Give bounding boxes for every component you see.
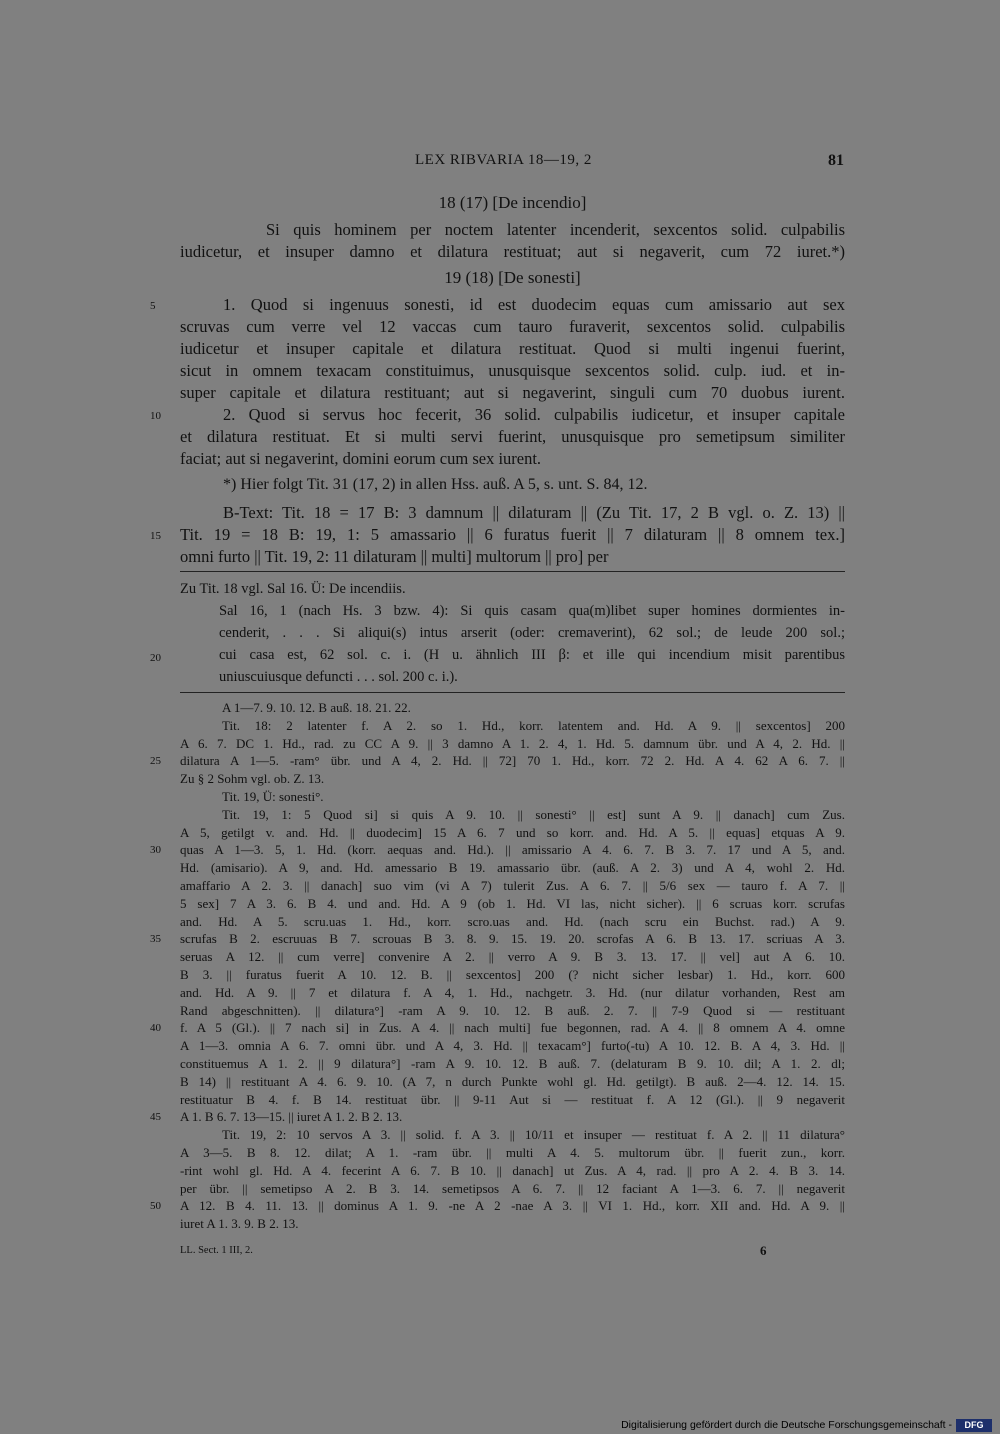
text-line: iudicetur, et insuper damno et dilatura restituat; aut si negaverit, cum 72 iuret.*): [180, 242, 845, 261]
apparatus-line: quas A 1—3. 5, 1. Hd. (korr. aequas and. Hd.). || amissario A 4. 6. 7. B 3. 7. 17 und A 5, and.: [180, 842, 845, 858]
apparatus-line: A 5, getilgt v. and. Hd. || duodecim] 15 A 6. 7 und so korr. and. Hd. A 5. || equas] etquas A 9.: [180, 824, 845, 840]
dfg-credit: [600, 1418, 1000, 1434]
apparatus-line: Tit. 19, Ü: sonesti°.: [222, 789, 324, 804]
apparatus-line: Tit. 19, 1: 5 Quod si] si quis A 9. 10. || sonesti° || est] sunt A 9. || danach] cum Zus.: [222, 806, 845, 822]
margin-line-number: 5: [150, 300, 156, 312]
text-line: 1. Quod si ingenuus sonesti, id est duodecim equas cum amissario aut sex: [223, 295, 845, 314]
section-title: 19 (18) [De sonesti]: [444, 268, 581, 287]
apparatus-line: Tit. 18: 2 latenter f. A 2. so 1. Hd., korr. latentem and. Hd. A 9. || sexcentos] 200: [222, 717, 845, 733]
apparatus-line: per übr. || semetipso A 2. B 3. 14. semetipsos A 6. 7. || 12 faciant A 1—3. 6. 7. || negaverit: [180, 1180, 845, 1196]
dfg-logo: DFG: [956, 1419, 992, 1432]
apparatus-line: A 12. B 4. 11. 13. || dominus A 1. 9. -ne A 2 -nae A 3. || VI 1. Hd., korr. XII and. Hd. A 9. ||: [180, 1198, 845, 1214]
apparatus-line: A 1—3. omnia A 6. 7. omni übr. und A 4, 3. Hd. || texacam°] furto(-tu) A 10. 12. B. A 4, 3. Hd. ||: [180, 1038, 845, 1054]
dfg-credit-text: Digitalisierung gefördert durch die Deutsche Forschungsgemeinschaft -: [621, 1419, 952, 1431]
text-line: super capitale et dilatura restituant; aut si negaverint, singuli cum 70 duobus iurent.: [180, 383, 845, 402]
apparatus-line: Hd. (amisario). A 9, and. Hd. amessario B 19. amassario übr. (auß. A 2. 3) und A 4, wohl 2. Hd.: [180, 860, 845, 876]
apparatus-line: dilatura A 1—5. -ram° übr. und A 4, 2. Hd. || 72] 70 1. Hd., korr. 72 2. Hd. A 4. 62 A 6. 7. ||: [180, 753, 845, 769]
salica-line: cenderit, . . . Si aliqui(s) intus arserit (oder: cremaverint), 62 sol.; de leude 200 sol.;: [219, 625, 845, 641]
salica-line: Sal 16, 1 (nach Hs. 3 bzw. 4): Si quis casam qua(m)libet super homines dormientes in-: [219, 603, 845, 619]
apparatus-line: B 3. || furatus fuerit A 10. 12. B. || sexcentos] 200 (? nicht sicher lesbar) 1. Hd., korr. 600: [180, 967, 845, 982]
sheet-number: 6: [760, 1243, 767, 1258]
margin-line-number: 40: [150, 1022, 161, 1035]
text-line: et dilatura restituat. Et si multi servi fuerint, unusquisque pro semetipsum similiter: [180, 427, 845, 446]
apparatus-line: and. Hd. A 9. || 7 et dilatura f. A 4, 1. Hd., nachgetr. 3. Hd. (nur dilatur vorhanden, Rest am: [180, 984, 845, 1000]
margin-line-number: 50: [150, 1200, 161, 1213]
text-line: faciat; aut si negaverint, domini eorum cum sex iurent.: [180, 449, 542, 468]
margin-line-number: 10: [150, 410, 161, 422]
apparatus-line: A 3—5. B 8. 12. dilat; A 1. -ram übr. || multi A 4. 5. multorum übr. || fuerit zun., korr.: [180, 1145, 845, 1160]
apparatus-line: seruas A 12. || cum verre] convenire A 2. || verro A 9. B 3. 13. 17. || vel] aut A 6. 10.: [180, 949, 845, 965]
apparatus-line: Rand abgeschnitten). || dilatura°] -ram A 9. 10. 12. B auß. 2. 7. || 7-9 Quod si — restituant: [180, 1002, 845, 1018]
text-line: 2. Quod si servus hoc fecerit, 36 solid. culpabilis iudicetur, et insuper capitale: [223, 405, 845, 424]
section-title: 18 (17) [De incendio]: [438, 193, 587, 212]
apparatus-line: f. A 5 (Gl.). || 7 nach si] in Zus. A 4. || nach multi] fue begonnen, rad. A 4. || 8 omnem A 4. omne: [180, 1020, 845, 1036]
apparatus-line: A 1—7. 9. 10. 12. B auß. 18. 21. 22.: [222, 700, 411, 715]
apparatus-line: restituatur B 4. f. B 14. restituat übr. || 9-11 Aut si — restituat f. A 12 (Gl.). || 9 negaverit: [180, 1091, 845, 1107]
margin-line-number: 20: [150, 652, 161, 664]
margin-line-number: 25: [150, 755, 161, 768]
margin-line-number: 15: [150, 530, 161, 542]
margin-line-number: 45: [150, 1111, 161, 1124]
salica-line: uniuscuiusque defuncti . . . sol. 200 c. i.).: [219, 669, 458, 685]
salica-line: cui casa est, 62 sol. c. i. (H u. ähnlich III β: et ille qui incendium misit parentibus: [219, 647, 845, 663]
text-line: Si quis hominem per noctem latenter incenderit, sexcentos solid. culpabilis: [266, 220, 845, 239]
apparatus-line: and. Hd. A 5. scru.uas 1. Hd., korr. scro.uas and. Hd. (nach scru ein Buchst. rad.) A 9.: [180, 913, 845, 929]
apparatus-line: A 6. 7. DC 1. Hd., rad. zu CC A 9. || 3 damno A 1. 2. 4, 1. Hd. 5. damnum übr. und A 4, 2. Hd. ||: [180, 735, 845, 751]
apparatus-line: B 14) || restituant A 4. 6. 9. 10. (A 7, n durch Punkte wohl gl. Hd. getilgt). B auß. 2—4. 12. 14. 15.: [180, 1073, 845, 1089]
apparatus-line: scrufas B 2. escruuas B 7. scrouas B 3. 8. 9. 15. 19. 20. scrofas A 6. B 13. 17. scriuas A 3.: [180, 931, 845, 947]
b-text-line: omni furto || Tit. 19, 2: 11 dilaturam || multi] multorum || pro] per: [180, 547, 609, 566]
page-number: 81: [828, 152, 844, 169]
margin-line-number: 35: [150, 933, 161, 946]
b-text-line: Tit. 19 = 18 B: 19, 1: 5 amassario || 6 furatus fuerit || 7 dilaturam || 8 omnem tex.]: [180, 525, 845, 544]
text-line: sicut in omnem texacam constituimus, unusquisque sexcentos solid. culp. iud. et in-: [180, 361, 845, 380]
margin-line-number: 30: [150, 844, 161, 857]
apparatus-line: A 1. B 6. 7. 13—15. || iuret A 1. 2. B 2. 13.: [180, 1109, 403, 1125]
apparatus-line: -rint wohl gl. Hd. A 4. fecerint A 6. 7. B 10. || danach] ut Zus. A 4, rad. || pro A 2. 4. B 3. 14.: [180, 1162, 845, 1178]
divider: [180, 692, 845, 693]
divider: [180, 571, 845, 572]
text-line: scruvas cum verre vel 12 vaccas cum tauro furaverit, sexcentos solid. culpabilis: [180, 317, 845, 336]
apparatus-line: Zu § 2 Sohm vgl. ob. Z. 13.: [180, 771, 325, 787]
apparatus-line: Tit. 19, 2: 10 servos A 3. || solid. f. A 3. || 10/11 et insuper — restituat f. A 2. || 11 dilatura°: [222, 1127, 845, 1143]
b-text-line: B-Text: Tit. 18 = 17 B: 3 damnum || dilaturam || (Zu Tit. 17, 2 B vgl. o. Z. 13) ||: [223, 503, 845, 522]
text-line: iudicetur et insuper capitale et dilatura restituat. Quod si multi ingenui fuerint,: [180, 339, 845, 358]
apparatus-line: constituemus A 1. 2. || 9 dilatura°] -ram A 9. 10. 12. B auß. 7. (delaturam B 9. 10. dil; A 1. 2. dl;: [180, 1056, 845, 1071]
salica-line: Zu Tit. 18 vgl. Sal 16. Ü: De incendiis.: [180, 581, 406, 597]
footnote: *) Hier folgt Tit. 31 (17, 2) in allen Hss. auß. A 5, s. unt. S. 84, 12.: [223, 476, 648, 493]
running-title: LEX RIBVARIA 18—19, 2: [415, 152, 592, 168]
apparatus-line: 5 sex] 7 A 3. 6. B 4. und and. Hd. A 9 (ob 1. Hd. VI las, nicht sicher). || 6 scruas korr. scrufas: [180, 895, 845, 911]
apparatus-line: iuret A 1. 3. 9. B 2. 13.: [180, 1216, 299, 1232]
apparatus-line: amaffario A 2. 3. || danach] suo vim (vi A 7) tulerit Zus. A 6. 7. || 5/6 sex — tauro f. A 7. ||: [180, 878, 845, 893]
sheet-signature: LL. Sect. 1 III, 2.: [180, 1245, 253, 1256]
